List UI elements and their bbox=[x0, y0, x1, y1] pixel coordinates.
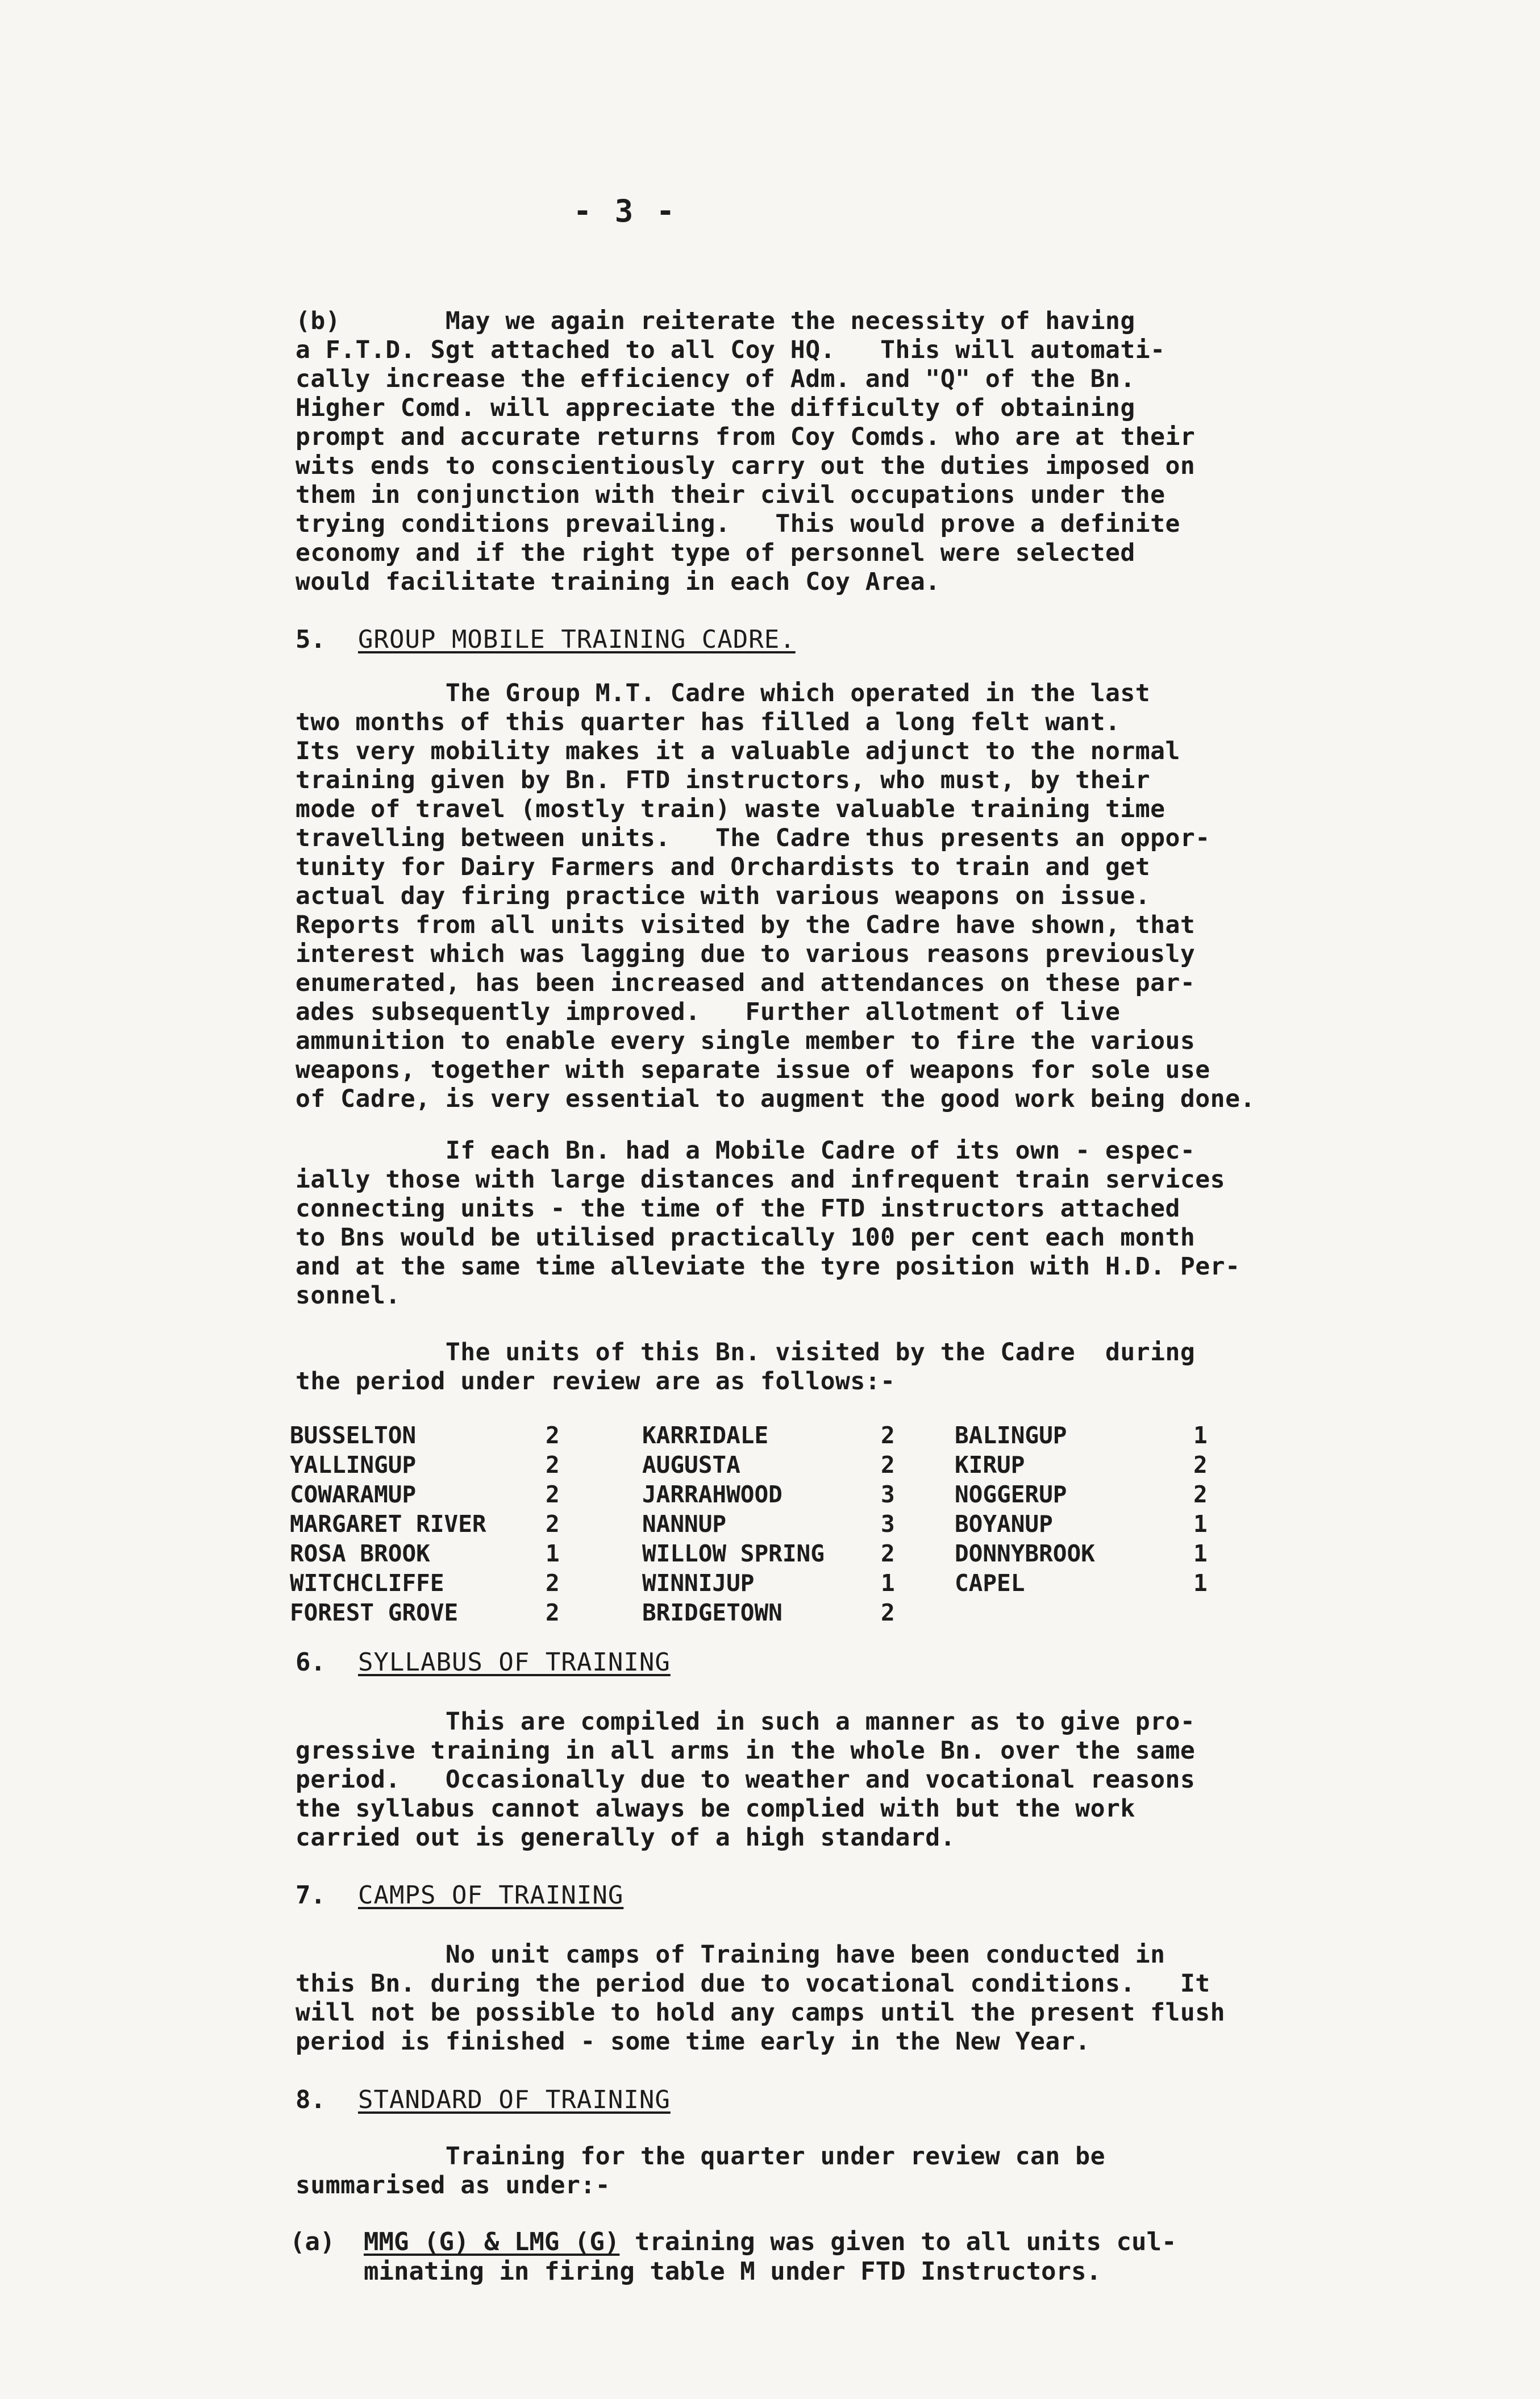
unit-name: NANNUP bbox=[642, 1510, 727, 1538]
section-5-paragraph-1: The Group M.T. Cadre which operated in the last two months of this quarter has filled a long felt want. Its very mobility makes it a valuable adjunct to the normal training given by Bn. FTD instructors, who must, by their mode of travel (mostly train) waste valuable training time travelling between units. The Cadre thus presents an oppor- tunity for Dairy Farmers and Orchardists to train and get actual day firing practice with various weapons on issue. Reports from all units visited by the Cadre have shown, that interest which was lagging due to various reasons previously enumerated, has been increased and attendances on these par- ades subsequently improved. Further allotment of live ammunition to enable every single member to fire the various weapons, together with separate issue of weapons for sole use of Cadre, is very essential to augment the good work being done. bbox=[295, 679, 1255, 1113]
unit-name: WITCHCLIFFE bbox=[290, 1569, 444, 1597]
section-title: STANDARD OF TRAINING bbox=[358, 2085, 671, 2114]
unit-row bbox=[290, 1509, 560, 1539]
unit-count: 2 bbox=[881, 1451, 895, 1478]
unit-name: KIRUP bbox=[955, 1451, 1025, 1478]
unit-row bbox=[642, 1421, 895, 1450]
section-6-heading bbox=[295, 1648, 671, 1677]
item-underlined-subject: MMG (G) & LMG (G) bbox=[364, 2227, 620, 2256]
unit-row bbox=[642, 1480, 895, 1509]
section-number: 8. bbox=[295, 2085, 326, 2114]
unit-row bbox=[290, 1450, 560, 1480]
unit-count: 2 bbox=[1193, 1481, 1208, 1508]
unit-count: 2 bbox=[546, 1569, 560, 1597]
section-5-paragraph-3: The units of this Bn. visited by the Cadre during the period under review are as follows:- bbox=[295, 1338, 1196, 1396]
unit-name: NOGGERUP bbox=[955, 1481, 1067, 1508]
unit-count: 1 bbox=[1193, 1422, 1208, 1449]
item-text-line-1: training was given to all units cul- bbox=[619, 2227, 1177, 2256]
unit-count: 1 bbox=[1193, 1510, 1208, 1538]
unit-row bbox=[955, 1480, 1208, 1509]
unit-row bbox=[290, 1539, 560, 1568]
section-number: 5. bbox=[295, 625, 326, 654]
section-8-paragraph: Training for the quarter under review can be summarised as under:- bbox=[295, 2142, 1105, 2200]
unit-count: 1 bbox=[1193, 1540, 1208, 1567]
unit-count: 2 bbox=[881, 1599, 895, 1626]
unit-name: AUGUSTA bbox=[642, 1451, 740, 1478]
section-8-item-a bbox=[290, 2227, 1176, 2286]
section-5-paragraph-2: If each Bn. had a Mobile Cadre of its own - espec- ially those with large distances and infrequent train services connecting units - the time of the FTD instructors attached to Bns would be utilised practically 100 per cent each month and at the same time alleviate the tyre position with H.D. Per- sonnel. bbox=[295, 1136, 1241, 1310]
units-column-1 bbox=[290, 1421, 560, 1627]
unit-name: BOYANUP bbox=[955, 1510, 1053, 1538]
section-number: 7. bbox=[295, 1881, 326, 1910]
unit-row bbox=[642, 1509, 895, 1539]
unit-count: 1 bbox=[1193, 1569, 1208, 1597]
unit-name: DONNYBROOK bbox=[955, 1540, 1095, 1567]
section-number: 6. bbox=[295, 1648, 326, 1677]
unit-row bbox=[955, 1421, 1208, 1450]
section-title: CAMPS OF TRAINING bbox=[358, 1881, 624, 1910]
unit-count: 2 bbox=[546, 1422, 560, 1449]
units-column-3 bbox=[955, 1421, 1208, 1598]
unit-count: 2 bbox=[881, 1422, 895, 1449]
unit-row bbox=[642, 1568, 895, 1598]
unit-name: FOREST GROVE bbox=[290, 1599, 459, 1626]
unit-count: 1 bbox=[546, 1540, 560, 1567]
unit-count: 2 bbox=[881, 1540, 895, 1567]
unit-row bbox=[290, 1421, 560, 1450]
section-title: SYLLABUS OF TRAINING bbox=[358, 1648, 671, 1677]
unit-count: 3 bbox=[881, 1510, 895, 1538]
unit-name: BRIDGETOWN bbox=[642, 1599, 783, 1626]
unit-count: 2 bbox=[546, 1481, 560, 1508]
unit-name: BUSSELTON bbox=[290, 1422, 417, 1449]
section-7-heading bbox=[295, 1881, 623, 1910]
unit-row bbox=[955, 1450, 1208, 1480]
item-text-line-2: minating in firing table M under FTD Instructors. bbox=[364, 2257, 1102, 2286]
unit-name: BALINGUP bbox=[955, 1422, 1067, 1449]
unit-row bbox=[955, 1509, 1208, 1539]
unit-row bbox=[642, 1598, 895, 1627]
unit-row bbox=[290, 1568, 560, 1598]
item-label: (a) bbox=[290, 2227, 335, 2256]
unit-row bbox=[290, 1480, 560, 1509]
page-number: - 3 - bbox=[573, 193, 677, 229]
unit-name: KARRIDALE bbox=[642, 1422, 769, 1449]
unit-count: 3 bbox=[881, 1481, 895, 1508]
unit-name: CAPEL bbox=[955, 1569, 1025, 1597]
unit-name: COWARAMUP bbox=[290, 1481, 417, 1508]
unit-row bbox=[290, 1598, 560, 1627]
section-title: GROUP MOBILE TRAINING CADRE. bbox=[358, 625, 796, 654]
unit-row bbox=[955, 1568, 1208, 1598]
units-column-2 bbox=[642, 1421, 895, 1627]
unit-row bbox=[642, 1450, 895, 1480]
unit-count: 2 bbox=[1193, 1451, 1208, 1478]
section-7-paragraph: No unit camps of Training have been conducted in this Bn. during the period due to vocational conditions. It will not be possible to hold any camps until the present flush period is finished - some time early in the New Year. bbox=[295, 1940, 1226, 2056]
unit-name: WILLOW SPRING bbox=[642, 1540, 825, 1567]
unit-count: 2 bbox=[546, 1510, 560, 1538]
unit-name: MARGARET RIVER bbox=[290, 1510, 486, 1538]
section-5-heading bbox=[295, 625, 796, 654]
unit-count: 1 bbox=[881, 1569, 895, 1597]
unit-row bbox=[642, 1539, 895, 1568]
paragraph-b: (b) May we again reiterate the necessity of having a F.T.D. Sgt attached to all Coy HQ. This will automati- cally increase the efficiency of Adm. and "Q" of the Bn. Higher Comd. will appreciate the difficulty of obtaining prompt and accurate returns from Coy Comds. who are at their wits ends to conscientiously carry out the duties imposed on them in conjunction with their civil occupations under the trying conditions prevailing. This would prove a definite economy and if the right type of personnel were selected would facilitate training in each Coy Area. bbox=[295, 307, 1196, 596]
unit-count: 2 bbox=[546, 1451, 560, 1478]
section-6-paragraph: This are compiled in such a manner as to give pro- gressive training in all arms in the whole Bn. over the same period. Occasionally due to weather and vocational reasons the syllabus cannot always be complied with but the work carried out is generally of a high standard. bbox=[295, 1707, 1196, 1852]
unit-name: YALLINGUP bbox=[290, 1451, 417, 1478]
unit-name: JARRAHWOOD bbox=[642, 1481, 783, 1508]
unit-row bbox=[955, 1539, 1208, 1568]
unit-name: WINNIJUP bbox=[642, 1569, 755, 1597]
unit-name: ROSA BROOK bbox=[290, 1540, 430, 1567]
unit-count: 2 bbox=[546, 1599, 560, 1626]
section-8-heading bbox=[295, 2085, 671, 2114]
